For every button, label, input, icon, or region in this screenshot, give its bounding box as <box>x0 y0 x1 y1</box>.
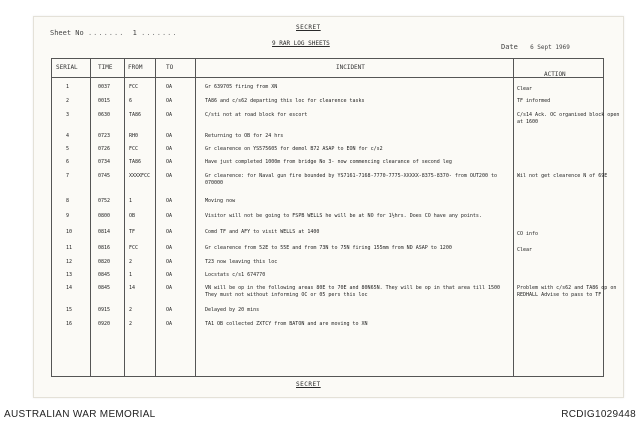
row-from: 2 <box>129 259 133 265</box>
row-from: OB <box>129 213 136 219</box>
row-time: 0845 <box>98 285 111 291</box>
row-serial: 2 <box>66 98 70 104</box>
row-time: 0745 <box>98 173 111 179</box>
row-from: TA86 <box>129 112 142 118</box>
col-divider <box>124 59 125 376</box>
row-incident: Gr clearence on YS575605 for demol B72 ASAP to EON for c/s2 <box>205 146 383 152</box>
row-serial: 6 <box>66 159 70 165</box>
row-to: OA <box>166 133 173 139</box>
row-serial: 9 <box>66 213 70 219</box>
row-to: OA <box>166 259 173 265</box>
row-to: OA <box>166 307 173 313</box>
row-to: OA <box>166 198 173 204</box>
col-divider <box>90 59 91 376</box>
header-divider <box>52 77 603 78</box>
log-table <box>51 58 620 377</box>
row-serial: 5 <box>66 146 70 152</box>
col-divider <box>513 59 514 376</box>
col-divider <box>155 59 156 376</box>
row-incident: C/sti not at road block for escort <box>205 112 308 118</box>
row-serial: 1 <box>66 84 70 90</box>
date-label: Date <box>501 43 518 51</box>
classification-top: SECRET <box>296 24 321 31</box>
row-time: 0920 <box>98 321 111 327</box>
col-divider <box>195 59 196 376</box>
row-to: OA <box>166 213 173 219</box>
col-header-time: TIME <box>98 64 113 71</box>
row-serial: 4 <box>66 133 70 139</box>
row-serial: 10 <box>66 229 73 235</box>
row-time: 0820 <box>98 259 111 265</box>
row-incident: Gr clearence from 52E to 55E and from 73N to 75N firing 155mm from ND ASAP to 1200 <box>205 245 452 251</box>
log-sheet <box>33 16 624 398</box>
row-time: 0630 <box>98 112 111 118</box>
row-action: Problem with c/s62 and TA86 op on <box>517 285 617 291</box>
row-from: RH0 <box>129 133 139 139</box>
row-action: CO info <box>517 231 539 237</box>
row-incident: Locstats c/s1 674770 <box>205 272 266 278</box>
row-time: 0800 <box>98 213 111 219</box>
date-field <box>501 43 570 51</box>
row-action: C/s14 Ack. OC organised block open <box>517 112 620 118</box>
row-incident: Gr 639705 firing from XN <box>205 84 278 90</box>
row-to: OA <box>166 112 173 118</box>
row-to: OA <box>166 285 173 291</box>
date-value: 6 Sept 1969 <box>530 44 570 51</box>
row-serial: 3 <box>66 112 70 118</box>
sheet-number-label: Sheet No <box>50 29 84 37</box>
row-time: 0726 <box>98 146 111 152</box>
row-to: OA <box>166 98 173 104</box>
row-to: OA <box>166 159 173 165</box>
row-time: 0752 <box>98 198 111 204</box>
row-time: 0037 <box>98 84 111 90</box>
row-action: Wil not get clearence N of 69E <box>517 173 608 179</box>
row-action: at 1600 <box>517 119 539 125</box>
col-header-action: ACTION <box>544 71 566 78</box>
row-to: OA <box>166 229 173 235</box>
record-id: RCDIG1029448 <box>561 409 636 420</box>
col-header-from: FROM <box>128 64 143 71</box>
row-time: 0816 <box>98 245 111 251</box>
row-from: TF <box>129 229 136 235</box>
row-incident: Moving now <box>205 198 236 204</box>
row-serial: 14 <box>66 285 73 291</box>
row-incident: 070000 <box>205 180 224 186</box>
row-from: 1 <box>129 198 133 204</box>
row-from: XXXXFCC <box>129 173 151 179</box>
row-time: 0845 <box>98 272 111 278</box>
row-action: TF informed <box>517 98 551 104</box>
row-incident: Visitor will not be going to FSPB WELLS he will be at NO for 1½hrs. Does CO have any points. <box>205 213 482 219</box>
row-to: OA <box>166 84 173 90</box>
row-incident: VN will be op in the following areas 80E to 70E and 80N65N. They will be op in that area till 1500 <box>205 285 501 291</box>
row-to: OA <box>166 146 173 152</box>
row-incident: Gr clearence: for Naval gun fire bounded by YS7161-7168-7770-7775-XXXXX-8375-8370- from OUT200 to <box>205 173 497 179</box>
row-incident: Delayed by 20 mins <box>205 307 260 313</box>
row-to: OA <box>166 245 173 251</box>
row-from: 2 <box>129 321 133 327</box>
col-header-incident: INCIDENT <box>336 64 365 71</box>
row-serial: 16 <box>66 321 73 327</box>
row-from: FCC <box>129 84 139 90</box>
row-incident: TA1 OB collected ZXTCY from BATON and are moving to XN <box>205 321 368 327</box>
row-serial: 8 <box>66 198 70 204</box>
row-serial: 7 <box>66 173 70 179</box>
row-incident: TA86 and c/s62 departing this loc for clearence tasks <box>205 98 365 104</box>
row-from: FCC <box>129 146 139 152</box>
col-header-to: TO <box>166 64 174 71</box>
row-incident: Returning to OB for 24 hrs <box>205 133 284 139</box>
row-time: 0723 <box>98 133 111 139</box>
row-action: Clear <box>517 247 533 253</box>
sheet-number-dots: ....... <box>87 29 125 37</box>
row-serial: 15 <box>66 307 73 313</box>
row-serial: 11 <box>66 245 73 251</box>
row-time: 0814 <box>98 229 111 235</box>
row-incident: Comd TF and AFY to visit WELLS at 1400 <box>205 229 320 235</box>
institution-caption: AUSTRALIAN WAR MEMORIAL <box>4 409 156 420</box>
row-incident: T23 now leaving this loc <box>205 259 278 265</box>
row-from: 1 <box>129 272 133 278</box>
sheet-number-value: 1 <box>132 29 137 37</box>
sheet-title: 9 RAR LOG SHEETS <box>272 40 330 47</box>
col-header-serial: SERIAL <box>56 64 78 71</box>
row-action: REDHALL Advise to pass to TF <box>517 292 602 298</box>
row-to: OA <box>166 321 173 327</box>
row-from: FCC <box>129 245 139 251</box>
row-from: 2 <box>129 307 133 313</box>
sheet-number <box>50 29 178 37</box>
row-time: 0734 <box>98 159 111 165</box>
classification-bottom: SECRET <box>296 381 321 388</box>
row-to: OA <box>166 173 173 179</box>
row-from: 14 <box>129 285 136 291</box>
row-serial: 12 <box>66 259 73 265</box>
row-from: TA86 <box>129 159 142 165</box>
row-incident: They must not without informing OC or 05 pers this loc <box>205 292 368 298</box>
row-to: OA <box>166 272 173 278</box>
row-time: 0915 <box>98 307 111 313</box>
row-time: 0015 <box>98 98 111 104</box>
row-action: Clear <box>517 86 533 92</box>
row-serial: 13 <box>66 272 73 278</box>
row-incident: Have just completed 1000m from bridge No 3- now commencing clearance of second leg <box>205 159 452 165</box>
sheet-number-dots-trailing: ....... <box>141 29 178 37</box>
row-from: 6 <box>129 98 133 104</box>
